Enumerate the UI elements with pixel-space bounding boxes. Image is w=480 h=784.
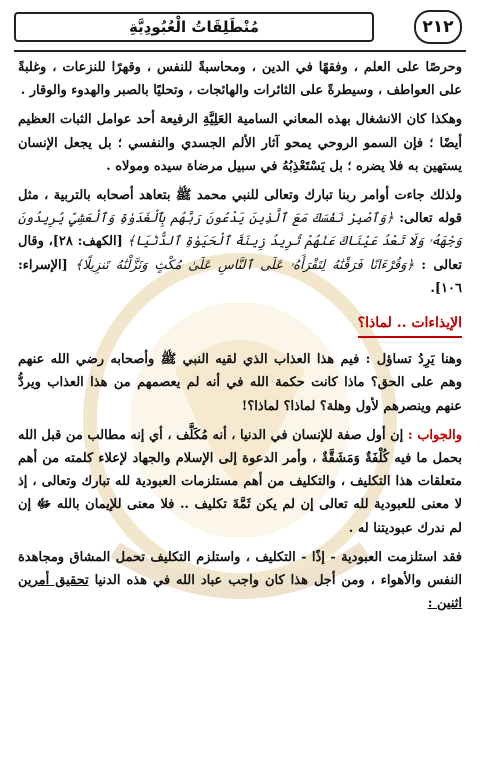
header-divider bbox=[14, 50, 466, 52]
paragraph-1: وحرصًا على العلم ، وفقهًا في الدين ، ومحاسبةً للنفس ، وقهرًا للنزعات ، وغلبةً على العواطف ، وسيطرةً على الثائرات والهائجات ، وتحليًا بالصبر والهدوء والوقار . bbox=[18, 60, 462, 99]
page-header bbox=[14, 10, 466, 46]
page-body bbox=[18, 56, 462, 621]
paragraph-6 bbox=[18, 546, 462, 616]
quran-verse-isra: ﴿وَقُرْءَانًا فَرَقْنَٰهُ لِتَقْرَأَهُۥ عَلَى ٱلنَّاسِ عَلَىٰ مُكْثٍ وَنَزَّلْنَٰهُ تَنزِيلًا﴾ bbox=[75, 257, 415, 273]
verse-reference-isra: [الإسراء: ١٠٦]. bbox=[18, 257, 462, 296]
paragraph-5 bbox=[18, 424, 462, 540]
paragraph-6-text: فقد استلزمت العبودية - إذًا - التكليف ، واستلزم التكليف تحمل المشاق ومجاهدة النفس والأهواء ، ومن أجل هذا كان واجب عباد الله في هذه الدنيا bbox=[18, 549, 462, 589]
paragraph-2: وهكذا كان الانشغال بهذه المعاني السامية العَلِيَّةِ الرفيعة أحد عوامل الثبات العظيم أيضًا ؛ فإن السمو الروحي يمحو آثار الألم الجسدي والنفسي ؛ بل يجعل الإنسان يستهين به فلا يضره ؛ بل يَسْتَعْذِبُهُ في سبيل مرضاة سيده ومولاه . bbox=[18, 112, 462, 174]
section-heading: الإيذاءات .. لماذا؟ bbox=[358, 312, 462, 338]
answer-text: إن أول صفة للإنسان في الدنيا ، أنه مُكَلَّف ، أي إنه مطالب من قبل الله بحمل ما فيه كُلْفَةٌ وَمَشَقَّةٌ ، وأمر الدعوة إلى الإسلام والجهاد لإعلاء كلمته من أهم متعلقات هذا التكليف ، والتكليف من أهم مستلزمات العبودية لله تبارك وتعالى ، إذ لا معنى للعبودية لله تعالى إن لم يكن ثَمَّةَ تكليف .. فلا معنى للإيمان بالله ﷻ إن لم ندرك عبوديتنا له . bbox=[18, 427, 462, 536]
paragraph-6-ending: تحقيق أمرين اثنين : bbox=[18, 573, 462, 612]
quran-verse-kahf: ﴿وَٱصْبِرْ نَفْسَكَ مَعَ ٱلَّذِينَ يَدْعُونَ رَبَّهُم بِٱلْغَدَوٰةِ وَٱلْعَشِيِّ يُرِيدُونَ وَجْهَهُۥ وَلَا تَعْدُ عَيْنَاكَ عَنْهُمْ تُرِيدُ زِينَةَ ٱلْحَيَوٰةِ ٱلدُّنْيَا﴾ bbox=[18, 211, 462, 250]
paragraph-4: وهنا يَرِدُ تساؤل : فيم هذا العذاب الذي لقيه النبي ﷺ وأصحابه رضي الله عنهم وهم على الحق؟ ماذا كانت حكمة الله في أنه لم يعصمهم من هذا العذاب ويردُّ عنهم وينصرهم لأول وهلة؟ لماذا؟ لماذا؟! bbox=[18, 352, 462, 414]
running-title: مُنْطَلِقَاتُ الْعُبُودِيَّةِ bbox=[128, 18, 260, 36]
paragraph-3-intro: ولذلك جاءت أوامر ربنا تبارك وتعالى للنبي محمد ﷺ بتعاهد أصحابه بالتربية ، مثل قوله تعالى: bbox=[18, 188, 462, 227]
verse-reference-kahf: [الكهف: ٢٨]، وقال تعالى : bbox=[18, 234, 462, 273]
header-title-frame bbox=[14, 12, 374, 42]
answer-label: والجواب : bbox=[407, 427, 463, 443]
page-number: ٢١٢ bbox=[414, 10, 462, 44]
paragraph-3 bbox=[18, 184, 462, 300]
